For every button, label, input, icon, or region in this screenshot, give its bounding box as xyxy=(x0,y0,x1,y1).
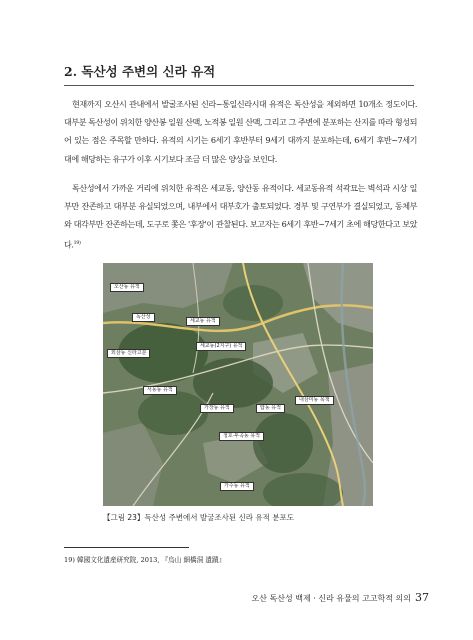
figure-caption: 【그림 23】독산성 주변에서 발굴조사된 신라 유적 분포도 xyxy=(103,513,294,522)
body-paragraph-1: 현재까지 오산시 관내에서 발굴조사된 신라~통일신라시대 유적은 독산성을 제외하면 10개소 정도이다. 대부분 독산성이 위치한 양산봉 일원 산맥, 노적봉 일원 산맥, 그리고 그 주변에 분포하는 산지를 따라 형성되어 있는 점은 주목할 만하다. 유적의 시기는 6세기 후반부터 9세기 대까지 분포하는데, 6세기 후반~7세기 대에 해당하는 유구가 이후 시기보다 조금 더 많은 양상을 보인다. xyxy=(64,99,417,164)
page-footer xyxy=(252,591,429,604)
map-label-tap-dong: 탑동 유적 xyxy=(256,404,285,413)
map-label-oesam-dong: 외삼동 신라고분 xyxy=(107,349,150,358)
footnote-reference: 19) xyxy=(73,239,81,246)
body-paragraph-2-text: 독산성에서 가까운 거리에 위치한 유적은 세교동, 양산동 유적이다. 세교동유적 석곽묘는 벽석과 시상 일부만 잔존하고 대부분 유실되었으며, 내부에서 대부호가 출토되었다. 경부 및 구연부가 결실되었고, 동체부와 대각부만 잔존하는데, 도구로 쫓은 '후장'이 관찰된다. 보고자는 6세기 후반~7세기 초에 해당한다고 보았다. xyxy=(64,183,417,250)
section-heading: 2. 독산성 주변의 신라 유적 xyxy=(64,62,414,86)
map-label-gajang-dong: 가장동 유적 xyxy=(200,404,234,413)
map-label-segyo-dong: 세교동 유적 xyxy=(186,317,220,326)
map-label-naesammi-dong: 내삼미동 목책 xyxy=(295,396,334,405)
satellite-map-image xyxy=(103,263,373,506)
body-paragraph-2 xyxy=(64,179,417,254)
page-number: 37 xyxy=(415,591,429,604)
map-label-segyo-dong-2: 세교동(2지구) 유적 xyxy=(196,342,246,351)
footnote-text: 19) 韓國文化遺産研究院, 2013, 『烏山 細橋洞 遺蹟』 xyxy=(64,556,226,564)
map-label-osan-dong: 오산동 유적 xyxy=(110,283,144,292)
map-label-seodong-dong: 서동동 유적 xyxy=(143,386,177,395)
site-distribution-map xyxy=(103,263,373,506)
map-label-gasu-dong: 가수동 유적 xyxy=(220,482,254,491)
map-label-doksanseong: 독산성 xyxy=(132,313,155,322)
running-title: 오산 독산성 백제 · 신라 유물의 고고학적 의의 xyxy=(251,594,411,603)
map-label-cheongho-dugok-dong: 청호·두곡동 유적 xyxy=(219,432,264,441)
footnote-divider xyxy=(64,547,189,548)
